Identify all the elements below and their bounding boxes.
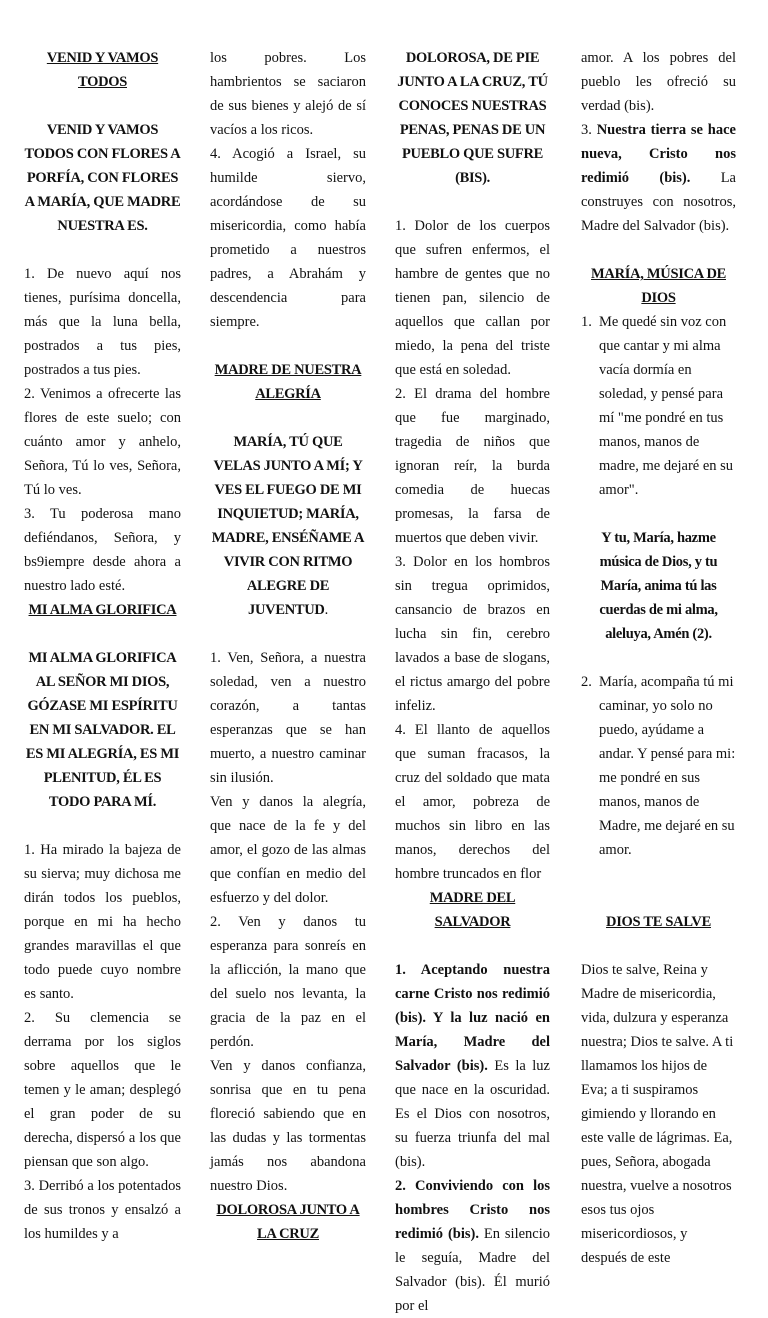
verse-dolorosa-3: 3. Dolor en los hombros sin tregua oprimidos, cansancio de brazos en lucha sin fin, cerebro lavados a base de slogans, el rictus amargo del pobre infeliz. — [395, 554, 550, 714]
list-text: María, acompaña tú mi caminar, yo solo no puedo, ayúdame a andar. Y pensé para mi: me pondré en sus manos, manos de Madre, me dejaré en su amor. — [599, 674, 736, 858]
prayer-dios-te-salve: Dios te salve, Reina y Madre de misericordia, vida, dulzura y esperanza nuestra; Dios te salve. A ti llamamos los hijos de Eva; a ti suspiramos gimiendo y llorando en este valle de lágrimas. Ea, pues, Señora, abogada nuestra, vuelve a nosotros esos tus ojos misericordiosos, y después de este — [581, 962, 734, 1266]
verse-mi-alma-2: 2. Su clemencia se derrama por los siglos sobre aquellos que le temen y le aman; desplegó el gran poder de su derecha, dispersó a los que piensan que son algo. — [24, 1010, 181, 1170]
refrain-venid: VENID Y VAMOS TODOS CON FLORES A PORFÍA, CON FLORES A MARÍA, QUE MADRE NUESTRA ES. — [24, 122, 181, 234]
song-title-dolorosa: DOLOROSA JUNTO A LA CRUZ — [216, 1202, 360, 1242]
verse-venid-2: 2. Venimos a ofrecerte las flores de este suelo; con cuánto amor y anhelo, Señora, Tú lo ves, Señora, Tú lo ves. — [24, 386, 181, 498]
song-title-madre-salvador: MADRE DEL SALVADOR — [429, 890, 516, 930]
verse-salvador-1 — [395, 958, 550, 1174]
verse-salvador-3-number: 3. — [581, 122, 597, 138]
verse-dolorosa-1: 1. Dolor de los cuerpos que sufren enfermos, el hambre de gentes que no tienen pan, silencio de aquellos que callan por miedo, la pena del triste que está en soledad. — [395, 218, 550, 378]
refrain-musica-de-dios: Y tu, María, hazme música de Dios, y tu María, anima tú las cuerdas de mi alma, aleluya, Amén (2). — [599, 530, 718, 642]
verse-venid-3: 3. Tu poderosa mano defiéndanos, Señora, y bs9iempre desde ahora a nuestro lado esté. — [24, 506, 181, 594]
verse-salvador-3 — [581, 118, 736, 238]
verse-dolorosa-2: 2. El drama del hombre que fue marginado, tragedia de niños que ignoran reír, la burda comedia de huecas promesas, la farsa de muertos que deben vivir. — [395, 386, 550, 546]
verse-salvador-1-rest: Es la luz que nace en la oscuridad. Es el Dios con nosotros, su fuerza triunfa del mal (bis). — [395, 1058, 550, 1170]
verse-dolorosa-4: 4. El llanto de aquellos que suman fracasos, la cruz del soldado que mata el amor, pobreza de muchos sin libro en las manos, derechos del hombre truncados en flor — [395, 722, 550, 882]
verse-salvador-3-bold: Nuestra tierra se hace nueva, Cristo nos redimió (bis). — [581, 122, 736, 186]
verse-salvador-2-rest: En silencio le seguía, Madre del Salvador (bis). Él murió por el — [395, 1226, 550, 1314]
verse-salvador-3-rest: La construyes con nosotros, Madre del Salvador (bis). — [581, 170, 736, 234]
refrain-madre-alegria — [210, 430, 366, 622]
verse-venid-1: 1. De nuevo aquí nos tienes, purísima doncella, más que la luna bella, postrados a tus pies, postrados a tus pies. — [24, 266, 181, 378]
song-title-mi-alma: MI ALMA GLORIFICA — [28, 602, 177, 618]
verse-mi-alma-1: 1. Ha mirado la bajeza de su sierva; muy dichosa me dirán todos los pueblos, porque en mi ha hecho grandes maravillas el que todo puede cuyo nombre es santo. — [24, 842, 181, 1002]
song-title-madre-alegria: MADRE DE NUESTRA ALEGRÍA — [214, 362, 362, 402]
list-number: 1. — [581, 314, 592, 330]
column-2 — [210, 46, 366, 1246]
verse-salvador-2-bold: 2. Conviviendo con los hombres Cristo nos redimió (bis). — [395, 1178, 550, 1242]
column-4 — [581, 46, 736, 1270]
song-title-dios-te-salve: DIOS TE SALVE — [606, 914, 711, 930]
verse-mi-alma-3: 3. Derribó a los potentados de sus tronos y ensalzó a los humildes y a — [24, 1178, 181, 1242]
verse-madre-alegria-2: 2. Ven y danos tu esperanza para sonreís en la aflicción, la mano que del suelo nos levanta, la gracia de la paz en el perdón. — [210, 914, 366, 1050]
verse-mi-alma-3-continued: los pobres. Los hambrientos se saciaron de sus bienes y alejó de sí vacíos a los ricos. — [210, 50, 366, 138]
list-text: Me quedé sin voz con que cantar y mi alma vacía dormía en soledad, y pensé para mí "me pondré en tus manos, manos de madre, me dejaré en su amor". — [599, 314, 734, 498]
verse-salvador-1-bold: 1. Aceptando nuestra carne Cristo nos redimió (bis). Y la luz nació en María, Madre del Salvador (bis). — [395, 962, 550, 1074]
song-title-venid: VENID Y VAMOS TODOS — [46, 50, 159, 90]
refrain-dolorosa: DOLOROSA, DE PIE JUNTO A LA CRUZ, TÚ CONOCES NUESTRAS PENAS, PENAS DE UN PUEBLO QUE SUFRE (BIS). — [397, 50, 548, 186]
list-number: 2. — [581, 674, 592, 690]
song-title-musica-de-dios: MARÍA, MÚSICA DE DIOS — [591, 266, 726, 306]
verse-madre-alegria-1: 1. Ven, Señora, a nuestra soledad, ven a nuestro corazón, a tantas esperanzas que se han muerto, a nuestro caminar sin ilusión. — [210, 650, 366, 786]
column-1 — [24, 46, 181, 1246]
verse-mi-alma-4: 4. Acogió a Israel, su humilde siervo, acordándose de su misericordia, como había prometido a nuestros padres, a Abrahám y descendencia para siempre. — [210, 146, 366, 330]
verse-salvador-2-continued: amor. A los pobres del pueblo les ofreció su verdad (bis). — [581, 50, 736, 114]
verse-madre-alegria-2b: Ven y danos confianza, sonrisa que en tu pena floreció sabiendo que en las dudas y las tormentas jamás nos abandona nuestro Dios. — [210, 1058, 366, 1194]
column-3 — [395, 46, 550, 1318]
list-item-musica-1 — [581, 310, 736, 502]
verse-madre-alegria-1b: Ven y danos la alegría, que nace de la fe y del amor, el gozo de las almas que confían en medio del esfuerzo y del dolor. — [210, 794, 366, 906]
refrain-madre-alegria-text: MARÍA, TÚ QUE VELAS JUNTO A MÍ; Y VES EL FUEGO DE MI INQUIETUD; MARÍA, MADRE, ENSÉÑAME A VIVIR CON RITMO ALEGRE DE JUVENTUD — [211, 434, 365, 618]
refrain-mi-alma: MI ALMA GLORIFICA AL SEÑOR MI DIOS, GÓZASE MI ESPÍRITU EN MI SALVADOR. EL ES MI ALEGRÍA, ES MI PLENITUD, ÉL ES TODO PARA MÍ. — [25, 650, 180, 810]
refrain-period: . — [324, 602, 328, 618]
verse-salvador-2 — [395, 1174, 550, 1318]
list-item-musica-2 — [581, 670, 736, 862]
